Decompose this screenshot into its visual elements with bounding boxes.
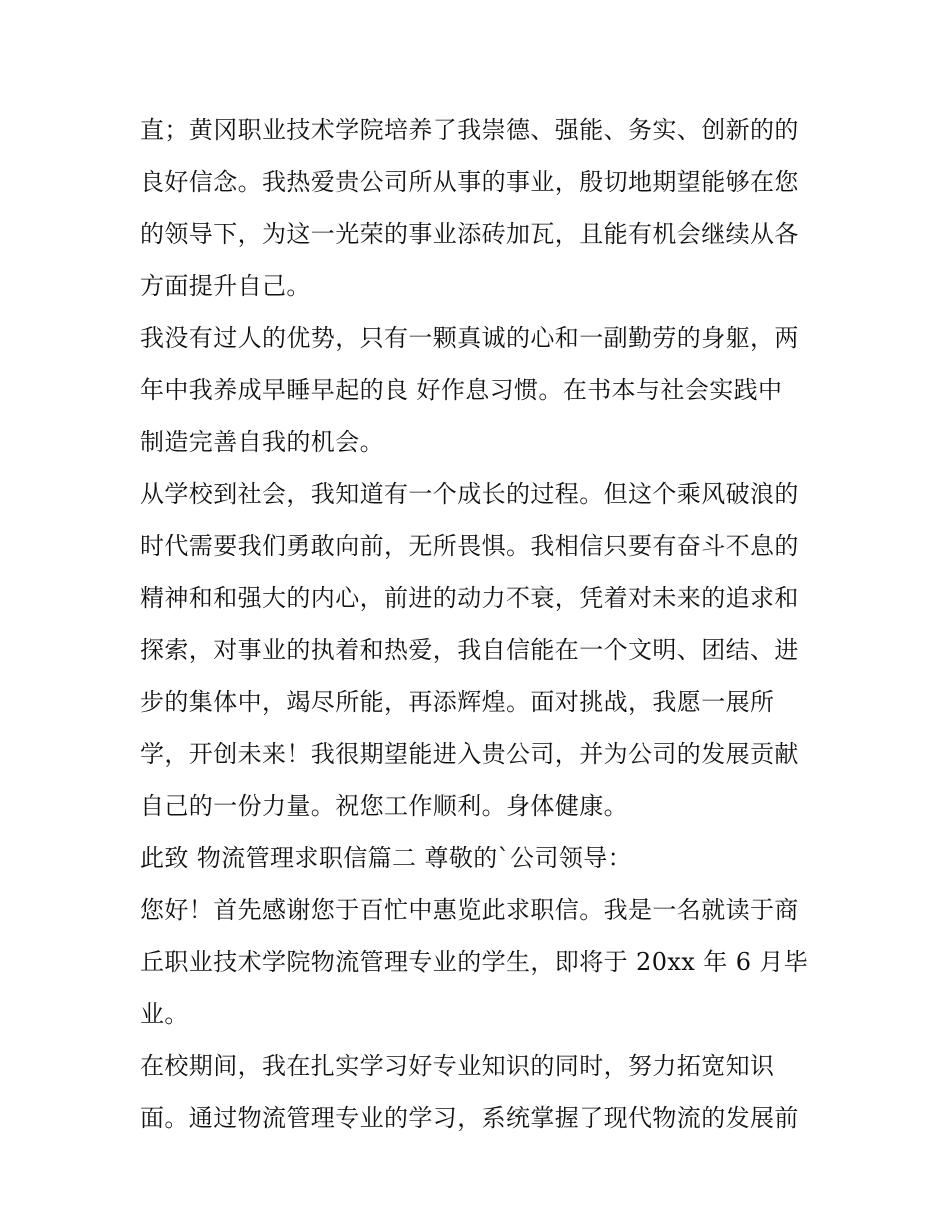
text-line: 从学校到社会，我知道有一个成长的过程。但这个乘风破浪的 <box>140 480 799 508</box>
text-line: 此致 物流管理求职信篇二 尊敬的`公司领导： <box>140 844 633 872</box>
text-line: 方面提升自己。 <box>140 272 311 300</box>
text-line: 自己的一份力量。祝您工作顺利。身体健康。 <box>140 792 628 820</box>
text-line: 您好！首先感谢您于百忙中惠览此求职信。我是一名就读于商 <box>140 896 799 924</box>
text-line: 精神和和强大的内心，前进的动力不衰，凭着对未来的追求和 <box>140 584 799 612</box>
text-line: 业。 <box>140 1000 189 1028</box>
text-line: 制造完善自我的机会。 <box>140 428 384 456</box>
text-line: 探索，对事业的执着和热爱，我自信能在一个文明、团结、进 <box>140 636 799 664</box>
text-line: 的领导下，为这一光荣的事业添砖加瓦，且能有机会继续从各 <box>140 220 799 248</box>
text-line: 直；黄冈职业技术学院培养了我崇德、强能、务实、创新的的 <box>140 116 799 144</box>
text-line: 在校期间，我在扎实学习好专业知识的同时，努力拓宽知识 <box>140 1052 775 1080</box>
text-line: 学，开创未来！我很期望能进入贵公司，并为公司的发展贡献 <box>140 740 799 768</box>
text-line: 我没有过人的优势，只有一颗真诚的心和一副勤劳的身躯，两 <box>140 324 799 352</box>
text-line: 丘职业技术学院物流管理专业的学生，即将于 20xx 年 6 月毕 <box>140 948 809 976</box>
text-line: 步的集体中，竭尽所能，再添辉煌。面对挑战，我愿一展所 <box>140 688 775 716</box>
document-body <box>140 104 820 1144</box>
text-line: 良好信念。我热爱贵公司所从事的事业，殷切地期望能够在您 <box>140 168 799 196</box>
text-line: 年中我养成早睡早起的良 好作息习惯。在书本与社会实践中 <box>140 376 783 404</box>
text-line: 时代需要我们勇敢向前，无所畏惧。我相信只要有奋斗不息的 <box>140 532 799 560</box>
text-line: 面。通过物流管理专业的学习，系统掌握了现代物流的发展前 <box>140 1104 799 1132</box>
